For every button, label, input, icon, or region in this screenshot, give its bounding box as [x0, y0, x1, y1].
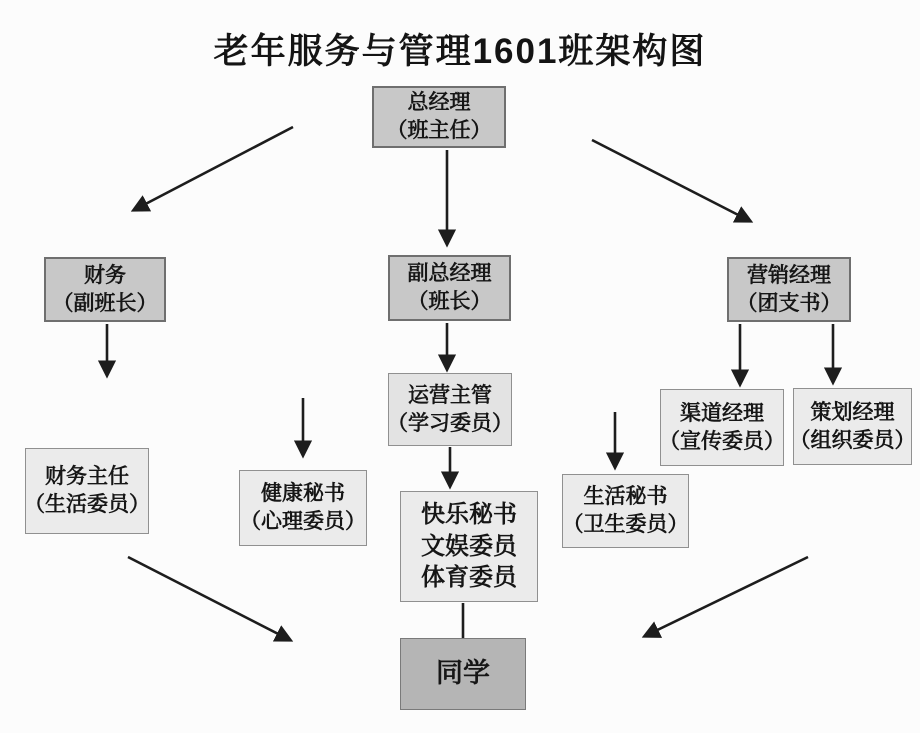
node-line: （生活委员）	[24, 493, 150, 516]
node-line: 副总经理	[407, 262, 492, 286]
node-line: 健康秘书	[261, 482, 345, 506]
node-line: 财务	[84, 263, 126, 287]
node-life-secretary	[562, 474, 689, 548]
arrow-life-secretary-to-students	[645, 557, 808, 636]
node-line: 渠道经理	[680, 401, 764, 425]
node-health-secretary	[239, 470, 367, 546]
node-happy-secretary	[400, 491, 538, 602]
node-line: 体育委员	[421, 564, 517, 592]
node-marketing-manager	[727, 257, 851, 322]
node-channel-manager	[660, 389, 784, 466]
node-line: 策划经理	[810, 400, 895, 424]
node-line: （学习委员）	[387, 411, 513, 435]
arrow-finance-director-to-students	[128, 557, 290, 640]
node-line: （心理委员）	[240, 510, 366, 533]
node-line: （副班长）	[52, 291, 158, 315]
arrow-gm-to-finance	[134, 127, 293, 210]
node-line: （卫生委员）	[562, 513, 689, 536]
node-line: 文娱委员	[421, 532, 517, 560]
node-line: 快乐秘书	[421, 500, 517, 528]
node-line: 生活秘书	[583, 485, 668, 509]
node-line: （组织委员）	[789, 428, 916, 452]
node-line: 总经理	[407, 91, 471, 115]
node-planning-manager	[789, 388, 916, 465]
arrow-gm-to-marketing	[592, 140, 750, 221]
page-title: 老年服务与管理1601班架构图	[213, 32, 707, 71]
node-line: 运营主管	[408, 383, 492, 407]
node-students	[400, 638, 526, 710]
node-finance	[44, 257, 166, 322]
node-line: （团支书）	[736, 291, 842, 315]
node-line: （班主任）	[386, 119, 492, 142]
node-line: （宣传委员）	[659, 429, 785, 453]
node-deputy-gm	[388, 255, 511, 321]
node-general-manager	[372, 86, 506, 148]
node-finance-director	[25, 448, 149, 534]
node-line: （班长）	[407, 290, 492, 313]
node-line: 同学	[436, 658, 490, 689]
node-line: 财务主任	[45, 465, 129, 489]
node-line: 营销经理	[747, 263, 831, 287]
node-operations-supervisor	[388, 373, 512, 446]
